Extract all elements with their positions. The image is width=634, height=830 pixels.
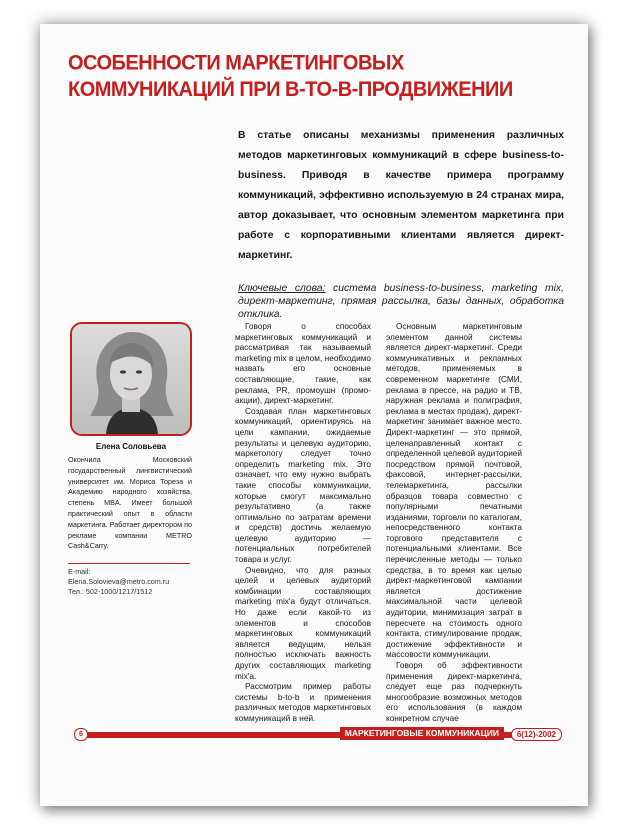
page-footer: [74, 728, 562, 740]
author-photo: [70, 322, 192, 436]
text-column-1: [235, 322, 371, 725]
keywords-text: система business-to-business, marketing mix, директ-маркетинг, прямая рассылка, базы данных, обработка отклика.: [238, 283, 564, 320]
paragraph: Рассмотрим пример работы системы b-to-b и применения различных методов маркетинговых коммуникаций в ней.: [235, 682, 371, 723]
author-bio: Окончила Московский государственный лингвистический университет им. Мориса Тореза и Академию народного хозяйства, степень MBA. Имеет большой практический опыт в области маркетинга. Работает директором по рекламе компании METRO Cash&Carry.: [68, 455, 192, 551]
author-portrait-image: [72, 324, 190, 434]
author-name: Елена Соловьева: [95, 442, 167, 451]
paragraph: Говоря о способах маркетинговых коммуникаций и рассматривая так называемый marketing mix в целом, необходимо назвать его основные составляющие, такие, как реклама, PR, промоушн (промо-акции), директ-маркетинг.: [235, 322, 371, 406]
journal-name: МАРКЕТИНГОВЫЕ КОММУНИКАЦИИ: [340, 727, 504, 740]
article-title: ОСОБЕННОСТИ МАРКЕТИНГОВЫХ КОММУНИКАЦИЙ ПРИ B-TO-B-ПРОДВИЖЕНИИ: [68, 51, 513, 102]
paragraph: Основным маркетинговым элементом данной системы является директ-маркетинг. Среди коммуникативных и рекламных методов, применяемых в современном маркетинге (СМИ, реклама в прессе, на радио и ТВ, наружная реклама и полиграфия, реклама в местах продаж), директ-маркетинг занимает важное место. Директ-маркетинг — это прямой, целенаправленный контакт с определенной целевой аудиторией посредством прямой почтовой, факсовой, интернет-рассылки, телемаркетинга, рассылки образцов товара совместно с популярными печатными изданиями, торговли по каталогам, непосредственного контакта торгового представителя с потенциальными клиентами. Все перечисленные методы — только средства, в то время как целью директ-маркетинговой кампании является достижение максимальной части целевой аудитории, минимизация затрат в пересчете на стоимость одного контакта, стимулирование продаж, достижение эффективности и массовости коммуникации.: [386, 322, 522, 660]
phone-number: Тел.: 502-1000/1217/1512: [68, 587, 153, 596]
paragraph: Создавая план маркетинговых коммуникаций, ориентируясь на цели кампании, ожидаемые результаты и целевую аудиторию, маркетологу следует точно определить marketing mix. Это означает, что ему нужно выбрать такие способы коммуникации, которые смогут максимально результативно (а также оптимально по затратам времени и средств) достичь желаемую целевую аудиторию — потенциальных потребителей товара и услуг.: [235, 406, 371, 565]
page-number: 6: [74, 728, 88, 741]
keywords-label: Ключевые слова:: [238, 283, 326, 294]
paragraph: Говоря об эффективности применения директ-маркетинга, следует еще раз подчеркнуть многообразие возможных методов его использования (в каждом конкретном случае: [386, 661, 522, 723]
article-abstract: В статье описаны механизмы применения различных методов маркетинговых коммуникаций в сфере business-to-business. Приводя в качестве примера программу коммуникаций, эффективно используемую в 24 странах мира, автор доказывает, что основным элементом маркетинга при работе с корпоративными клиентами является директ-маркетинг.: [238, 130, 564, 261]
text-column-2: [386, 322, 522, 725]
contacts-divider: [68, 563, 190, 564]
magazine-page: [40, 24, 588, 806]
email-address: Elena.Solovieva@metro.com.ru: [68, 577, 170, 586]
keywords: [238, 282, 564, 321]
issue-number: 6(12)-2002: [511, 728, 562, 741]
paragraph: Очевидно, что для разных целей и целевых аудиторий комбинации составляющих marketing mix'a будут отличаться. Но даже если какой-то из элементов и способов маркетинговых коммуникаций является ведущим, нельзя полностью исключать важность других составляющих marketing mix'a.: [235, 565, 371, 681]
author-contacts: [68, 567, 194, 597]
email-label: E-mail:: [68, 567, 91, 576]
